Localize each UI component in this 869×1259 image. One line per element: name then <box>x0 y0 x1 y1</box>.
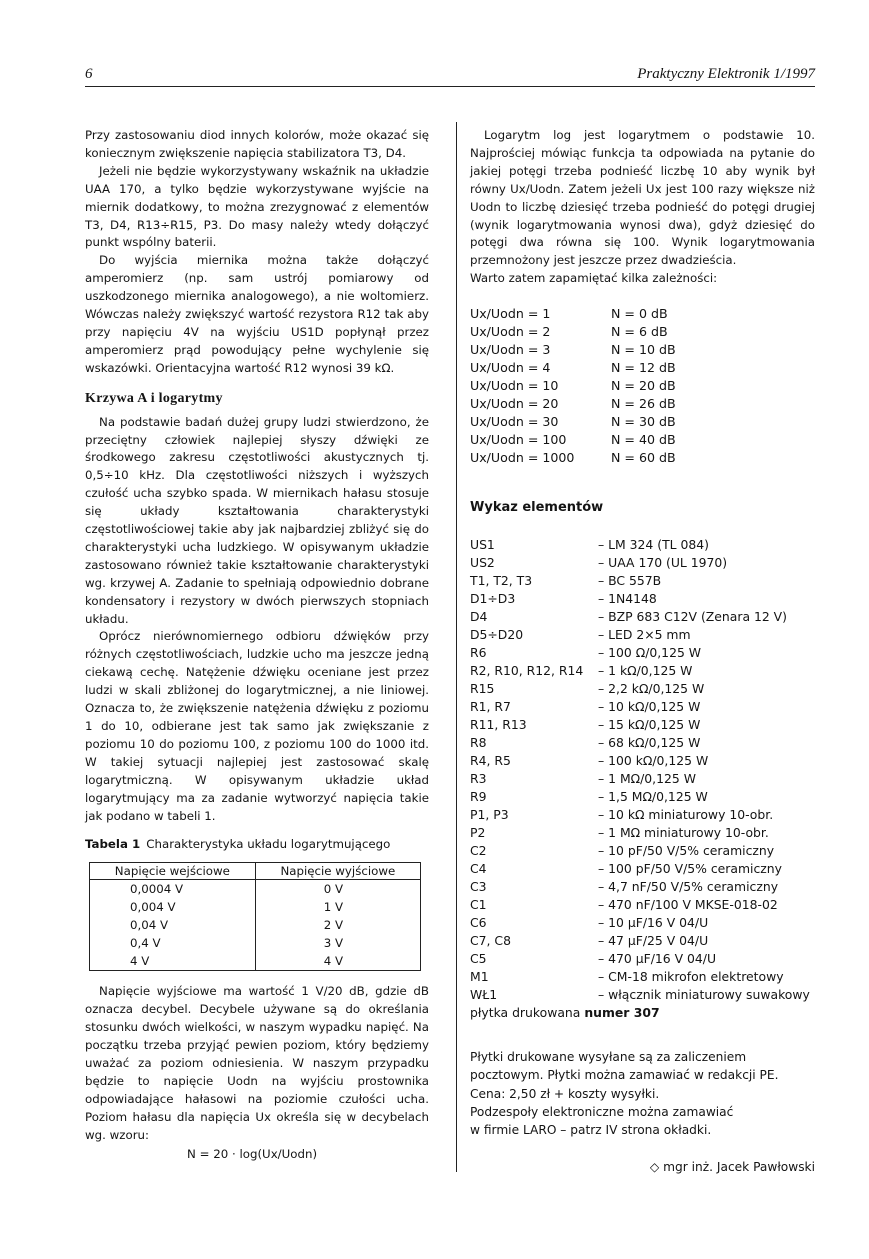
list-item <box>470 842 815 860</box>
ratio-value: N = 26 dB <box>611 396 676 412</box>
part-ref: M1 <box>470 969 489 985</box>
part-value: – 1N4148 <box>598 591 657 607</box>
list-item <box>470 590 815 608</box>
paragraph: Napięcie wyjściowe ma wartość 1 V/20 dB, gdzie dB oznacza decybel. Decybele używane są do określania stosunku dwóch wielkości, w naszym wypadku napięć. Na początku trzeba przyjąć pewien poziom, który będziemy uważać za poziom odniesienia. W naszym przypadku będzie to napięcie Uodn na wyjściu prostownika odpowiadające hałasowi na poziomie czułości ucha. Poziom hałasu dla napięcia Ux określa się w decybelach wg. wzoru: <box>85 984 429 1142</box>
part-ref: D1÷D3 <box>470 591 516 607</box>
parts-list <box>470 536 815 1004</box>
list-item <box>470 950 815 968</box>
list-item <box>470 626 815 644</box>
right-column <box>470 127 815 1174</box>
table-row <box>90 880 421 899</box>
table-cell: 0,004 V <box>90 898 256 916</box>
paragraph: Jeżeli nie będzie wykorzystywany wskaźnik na układzie UAA 170, a tylko będzie wykorzystywane wyjście na miernik dodatkowy, to można zrezygnować z elementów T3, D4, R13÷R15, P3. Do masy należy wtedy dołączyć punkt wspólny baterii. <box>85 163 429 250</box>
column-divider <box>456 122 457 1172</box>
part-ref: US1 <box>470 537 495 553</box>
ratio-value: N = 12 dB <box>611 360 676 376</box>
part-value: – 68 kΩ/0,125 W <box>598 735 701 751</box>
ratio-label: Ux/Uodn = 30 <box>470 414 559 430</box>
part-value: – 10 pF/50 V/5% ceramiczny <box>598 843 775 859</box>
part-value: – LED 2×5 mm <box>598 627 691 643</box>
ratio-list <box>470 305 815 467</box>
part-ref: D5÷D20 <box>470 627 524 643</box>
list-item <box>470 788 815 806</box>
part-ref: R4, R5 <box>470 753 511 769</box>
list-item <box>470 662 815 680</box>
table-caption-text: Charakterystyka układu logarytmującego <box>146 837 391 852</box>
note-line: Podzespoły elektroniczne można zamawiać <box>470 1104 734 1119</box>
paragraph: Na podstawie badań dużej grupy ludzi stwierdzono, że przeciętny człowiek najlepiej słyszy dźwięki ze środkowego zakresu częstotliwości akustycznych tj. 0,5÷10 kHz. Dla częstotliwości niższych i wyższych czułość ucha szybko spada. W miernikach hałasu stosuje się układy kształtowania charakterystyki częstotliwościowej takie aby jak najbardziej zbliżyć się do charakterystyki ucha ludzkiego. W opisywanym układzie zastosowano również takie kształtowanie charakterystyki wg. krzywej A. Zadanie to spełniają odpowiednio dobrane kondensatory i rezystory w dwóch pierwszych stopniach układu. <box>85 414 429 626</box>
ratio-label: Ux/Uodn = 1 <box>470 306 551 322</box>
author-signature: ◇ mgr inż. Jacek Pawłowski <box>649 1160 815 1174</box>
list-item <box>470 323 815 341</box>
note-line: w firmie LARO – patrz IV strona okładki. <box>470 1123 712 1138</box>
part-value: – 470 μF/16 V 04/U <box>598 951 717 967</box>
list-item <box>470 734 815 752</box>
parts-list-heading: Wykaz elementów <box>470 500 604 516</box>
part-ref: R6 <box>470 645 487 661</box>
part-value: – 1,5 MΩ/0,125 W <box>598 789 708 805</box>
part-value: – BC 557B <box>598 573 662 589</box>
ratio-value: N = 30 dB <box>611 414 676 430</box>
table-row <box>90 916 421 934</box>
part-ref: P2 <box>470 825 486 841</box>
part-ref: R9 <box>470 789 487 805</box>
part-value: – 1 MΩ/0,125 W <box>598 771 696 787</box>
list-item <box>470 824 815 842</box>
ratio-label: Ux/Uodn = 3 <box>470 342 551 358</box>
part-ref: R1, R7 <box>470 699 511 715</box>
part-value: – 100 kΩ/0,125 W <box>598 753 709 769</box>
section-heading: Krzywa A i logarytmy <box>85 390 223 406</box>
journal-title: Praktyczny Elektronik 1/1997 <box>637 66 815 82</box>
part-ref: D4 <box>470 609 488 625</box>
part-value: – 10 kΩ miniaturowy 10-obr. <box>598 807 774 823</box>
table-cell: 4 V <box>90 952 256 971</box>
list-item <box>470 914 815 932</box>
ratio-value: N = 60 dB <box>611 450 676 466</box>
part-value: – 47 μF/25 V 04/U <box>598 933 709 949</box>
ratio-label: Ux/Uodn = 1000 <box>470 450 575 466</box>
table-cell: 3 V <box>255 934 420 952</box>
pcb-label: płytka drukowana <box>470 1005 581 1021</box>
paragraph: Oprócz nierównomiernego odbioru dźwięków przy różnych częstotliwościach, ludzkie ucho ma jeszcze jedną ciekawą cechę. Natężenie dźwięku oceniane jest przez ludzi w skali zbliżonej do logarytmicznej, a nie liniowej. Oznacza to, że zwiększenie natężenia dźwięku z poziomu 1 do 10, odbierane jest tak samo jak zwiększanie z poziomu 10 do poziomu 100, z poziomu 100 do 1000 itd. W takiej sytuacji najlepiej jest zastosować skalę logarytmiczną. W opisywanym układzie układ logarytmujący ma za zadanie wytworzyć napięcia takie jak podano w tabeli 1. <box>85 629 429 823</box>
table-cell: 2 V <box>255 916 420 934</box>
ordering-note <box>470 1048 815 1139</box>
ratio-value: N = 10 dB <box>611 342 676 358</box>
paragraph: Przy zastosowaniu diod innych kolorów, może okazać się koniecznym zwiększenie napięcia stabilizatora T3, D4. <box>85 128 429 160</box>
table-header: Napięcie wejściowe <box>90 863 256 880</box>
list-item <box>470 860 815 878</box>
part-value: – włącznik miniaturowy suwakowy <box>598 987 810 1003</box>
part-value: – 4,7 nF/50 V/5% ceramiczny <box>598 879 779 895</box>
part-ref: R15 <box>470 681 495 697</box>
list-item <box>470 536 815 554</box>
list-item <box>470 752 815 770</box>
part-ref: R11, R13 <box>470 717 527 733</box>
part-ref: T1, T2, T3 <box>470 573 533 589</box>
table-caption <box>85 836 429 854</box>
part-value: – 10 kΩ/0,125 W <box>598 699 701 715</box>
part-ref: R2, R10, R12, R14 <box>470 663 584 679</box>
table-row <box>90 934 421 952</box>
list-item <box>470 770 815 788</box>
list-item <box>470 806 815 824</box>
part-ref: P1, P3 <box>470 807 509 823</box>
paragraph: Warto zatem zapamiętać kilka zależności: <box>470 271 718 286</box>
paragraph: Do wyjścia miernika można także dołączyć amperomierz (np. sam ustrój pomiarowy od uszkodzonego miernika analogowego), a nie woltomierz. Wówczas należy zwiększyć wartość rezystora R12 tak aby przy napięciu 4V na wyjściu US1D popłynął przez amperomierz prąd powodujący pełne wychylenie się wskazówki. Orientacyjna wartość R12 wynosi 39 kΩ. <box>85 253 429 375</box>
note-line: pocztowym. Płytki można zamawiać w redakcji PE. <box>470 1068 779 1083</box>
table-cell: 4 V <box>255 952 420 971</box>
note-line: Cena: 2,50 zł + koszty wysyłki. <box>470 1086 660 1101</box>
part-ref: WŁ1 <box>470 987 498 1003</box>
part-ref: C4 <box>470 861 487 877</box>
part-ref: C5 <box>470 951 487 967</box>
table-cell: 0,4 V <box>90 934 256 952</box>
list-item <box>470 644 815 662</box>
list-item <box>470 395 815 413</box>
part-value: – LM 324 (TL 084) <box>598 537 709 553</box>
part-ref: R3 <box>470 771 487 787</box>
part-value: – 100 pF/50 V/5% ceramiczny <box>598 861 782 877</box>
list-item <box>470 896 815 914</box>
part-value: – 10 μF/16 V 04/U <box>598 915 709 931</box>
ratio-label: Ux/Uodn = 10 <box>470 378 559 394</box>
part-ref: C2 <box>470 843 487 859</box>
ratio-value: N = 6 dB <box>611 324 668 340</box>
list-item <box>470 431 815 449</box>
ratio-label: Ux/Uodn = 100 <box>470 432 567 448</box>
table-cell: 0,0004 V <box>90 880 256 899</box>
table-header: Napięcie wyjściowe <box>255 863 420 880</box>
part-value: – 1 MΩ miniaturowy 10-obr. <box>598 825 769 841</box>
page-header <box>85 62 815 87</box>
note-line: Płytki drukowane wysyłane są za zaliczeniem <box>470 1050 747 1065</box>
part-value: – BZP 683 C12V (Zenara 12 V) <box>598 609 787 625</box>
ratio-value: N = 0 dB <box>611 306 668 322</box>
pcb-info <box>470 1004 815 1022</box>
ratio-label: Ux/Uodn = 20 <box>470 396 559 412</box>
part-ref: C6 <box>470 915 487 931</box>
list-item <box>470 716 815 734</box>
part-ref: R8 <box>470 735 487 751</box>
part-ref: C3 <box>470 879 487 895</box>
part-ref: US2 <box>470 555 495 571</box>
pcb-number: numer 307 <box>584 1005 660 1021</box>
formula: N = 20 · log(Ux/Uodn) <box>187 1146 318 1161</box>
table-cell: 0,04 V <box>90 916 256 934</box>
list-item <box>470 878 815 896</box>
list-item <box>470 986 815 1004</box>
ratio-value: N = 40 dB <box>611 432 676 448</box>
part-value: – 470 nF/100 V MKSE-018-02 <box>598 897 778 913</box>
part-ref: C1 <box>470 897 487 913</box>
list-item <box>470 359 815 377</box>
part-value: – 100 Ω/0,125 W <box>598 645 702 661</box>
list-item <box>470 680 815 698</box>
table-cell: 0 V <box>255 880 420 899</box>
list-item <box>470 341 815 359</box>
table-cell: 1 V <box>255 898 420 916</box>
ratio-value: N = 20 dB <box>611 378 676 394</box>
list-item <box>470 305 815 323</box>
table-caption-label: Tabela 1 <box>85 837 141 852</box>
list-item <box>470 572 815 590</box>
table-row <box>90 898 421 916</box>
ratio-label: Ux/Uodn = 4 <box>470 360 551 376</box>
list-item <box>470 608 815 626</box>
list-item <box>470 377 815 395</box>
list-item <box>470 554 815 572</box>
list-item <box>470 968 815 986</box>
part-value: – CM-18 mikrofon elektretowy <box>598 969 784 985</box>
table-row <box>90 952 421 971</box>
list-item <box>470 449 815 467</box>
voltage-table <box>89 862 421 971</box>
page-number: 6 <box>85 66 93 82</box>
part-value: – 2,2 kΩ/0,125 W <box>598 681 705 697</box>
part-ref: C7, C8 <box>470 933 511 949</box>
paragraph: Logarytm log jest logarytmem o podstawie 10. Najprościej mówiąc funkcja ta odpowiada na pytanie do jakiej potęgi trzeba podnieść liczbę 10 aby wynik był równy Ux/Uodn. Zatem jeżeli Ux jest 100 razy większe niż Uodn to liczbę dziesięć trzeba podnieść do potęgi drugiej (wynik logarytmowania wynosi dwa), gdyż dziesięć do potęgi dwa równa się 100. Wynik logarytmowania przemnożony jest jeszcze przez dwadzieścia. <box>470 128 815 268</box>
list-item <box>470 932 815 950</box>
part-value: – 15 kΩ/0,125 W <box>598 717 701 733</box>
part-value: – 1 kΩ/0,125 W <box>598 663 693 679</box>
part-value: – UAA 170 (UL 1970) <box>598 555 728 571</box>
ratio-label: Ux/Uodn = 2 <box>470 324 551 340</box>
left-column <box>85 127 429 1163</box>
list-item <box>470 698 815 716</box>
list-item <box>470 413 815 431</box>
